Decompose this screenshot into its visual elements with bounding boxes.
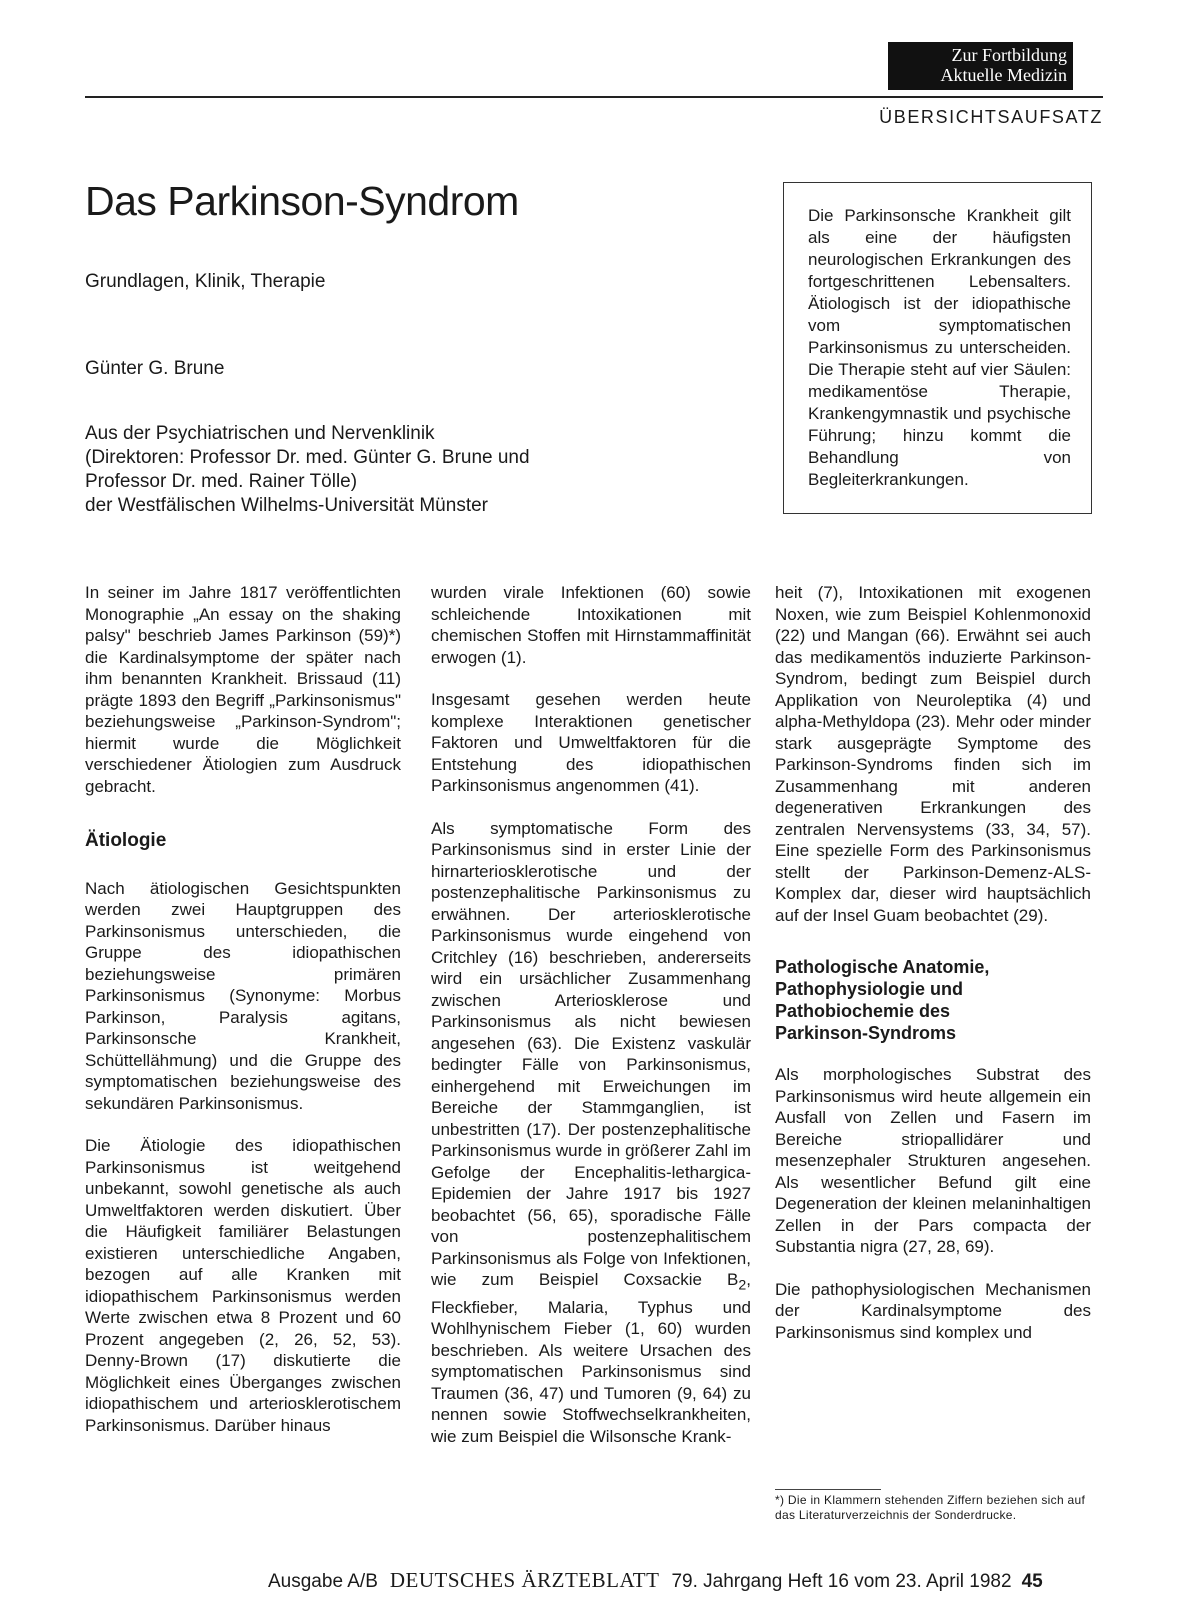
- footer-edition: Ausgabe A/B: [268, 1571, 378, 1592]
- text-column-1: [85, 582, 401, 1457]
- paragraph-part: Als symptomatische Form des Parkinsonismus sind in erster Linie der hirnarteriosklerotische und der postenzephalitische Parkinsonismus zu erwähnen. Der arteriosklerotische Parkinsonismus wurde eingehend von Critchley (16) beschrieben, andererseits wird ein ursächlicher Zusammenhang zwischen Arteriosklerose und Parkinsonismus als nicht bewiesen angesehen (63). Die Existenz vaskulär bedingter Fälle von Parkinsonismus, einhergehend mit Erweichungen im Bereiche der Stammganglien, ist unbestritten (17). Der postenzephalitische Parkinsonismus wurde in größerer Zahl im Gefolge der Encephalitis-lethargica-Epidemien der Jahre 1917 bis 1927 beobachtet (56, 65), sporadische Fälle von postenzephalitischem Parkinsonismus als Folge von Infektionen, wie zum Beispiel Coxsackie B: [431, 818, 751, 1289]
- paragraph: Die Ätiologie des idiopathischen Parkinsonismus ist weitgehend unbekannt, sowohl genetische als auch Umweltfaktoren werden diskutiert. Über die Häufigkeit familiärer Belastungen existieren unterschiedliche Angaben, bezogen auf alle Kranken mit idiopathischem Parkinsonismus werden Werte zwischen etwa 8 Prozent und 60 Prozent angegeben (2, 26, 52, 53). Denny-Brown (17) diskutierte die Möglichkeit eines Überganges zwischen idiopathischem und arteriosklerotischem Parkinsonismus. Darüber hinaus: [85, 1136, 401, 1435]
- section-heading: [775, 956, 1091, 1044]
- article-title: Das Parkinson-Syndrom: [85, 178, 519, 224]
- paragraph: Die pathophysiologischen Mechanismen der Kardinalsymptome des Parkinsonismus sind komplex und: [775, 1279, 1091, 1342]
- section-label: ÜBERSICHTSAUFSATZ: [879, 107, 1103, 127]
- affiliation-line: Professor Dr. med. Rainer Tölle): [85, 471, 358, 492]
- paragraph: wurden virale Infektionen (60) sowie schleichende Intoxikationen mit chemischen Stoffen mit Hirnstammaffinität erwogen (1).: [431, 583, 751, 667]
- heading-line: Pathobiochemie des: [775, 1001, 951, 1021]
- heading-line: Pathophysiologie und: [775, 979, 963, 999]
- paragraph: In seiner im Jahre 1817 veröffentlichten Monographie „An essay on the shaking palsy" beschrieb James Parkinson (59)*) die Kardinalsymptome der später nach ihm benannten Krankheit. Brissaud (11) prägte 1893 den Begriff „Parkinsonismus" beziehungsweise „Parkinson-Syndrom"; hiermit wurde die Möglichkeit verschiedener Ätiologien zum Ausdruck gebracht.: [85, 583, 401, 796]
- abstract-box: [783, 182, 1092, 514]
- section-badge: [888, 42, 1073, 90]
- footer-journal: DEUTSCHES ÄRZTEBLATT: [389, 1568, 660, 1592]
- paragraph: [431, 818, 751, 1448]
- paragraph: Nach ätiologischen Gesichtspunkten werden zwei Hauptgruppen des Parkinsonismus unterschieden, die Gruppe des idiopathischen beziehungsweise primären Parkinsonismus (Synonyme: Morbus Parkinson, Paralysis agitans, Parkinsonsche Krankheit, Schüttellähmung) und die Gruppe des symptomatischen beziehungsweise des sekundären Parkinsonismus.: [85, 878, 401, 1113]
- affiliation-line: der Westfälischen Wilhelms-Universität Münster: [85, 495, 488, 516]
- footnote: *) Die in Klammern stehenden Ziffern beziehen sich auf das Literaturverzeichnis der Sonderdrucke.: [775, 1493, 1086, 1522]
- footer-issue: 79. Jahrgang Heft 16 vom 23. April 1982: [671, 1571, 1012, 1592]
- affiliation-line: Aus der Psychiatrischen und Nervenklinik: [85, 423, 435, 444]
- affiliation-line: (Direktoren: Professor Dr. med. Günter G. Brune und: [85, 447, 530, 468]
- page-footer: [268, 1568, 1043, 1593]
- section-heading: Ätiologie: [85, 830, 167, 851]
- page-number: 45: [1021, 1571, 1043, 1592]
- badge-line-2: Aktuelle Medizin: [940, 65, 1067, 85]
- article-subtitle: Grundlagen, Klinik, Therapie: [85, 271, 326, 292]
- header-rule: [85, 96, 1103, 98]
- paragraph: heit (7), Intoxikationen mit exogenen Noxen, wie zum Beispiel Kohlenmonoxid (22) und Mangan (66). Erwähnt sei auch das medikamentös induzierte Parkinson-Syndrom, bedingt zum Beispiel durch Applikation von Neuroleptika (4) und alpha-Methyldopa (23). Mehr oder minder stark ausgeprägte Symptome des Parkinson-Syndroms finden sich im Zusammenhang mit anderen degenerativen Erkrankungen des zentralen Nervensystems (33, 34, 57). Eine spezielle Form des Parkinsonismus stellt der Parkinson-Demenz-ALS-Komplex dar, dieser wird hauptsächlich auf der Insel Guam beobachtet (29).: [775, 583, 1091, 925]
- article-author: Günter G. Brune: [85, 358, 225, 379]
- footnote-rule: [775, 1489, 881, 1490]
- paragraph-part: , Fleckfieber, Malaria, Typhus und Wohlhynischem Fieber (1, 60) wurden beschrieben. Als weitere Ursachen des symptomatischen Parkinsonismus sind Traumen (36, 47) und Tumoren (9, 64) zu nennen sowie Stoffwechselkrankheiten, wie zum Beispiel die Wilsonsche Krank-: [431, 1270, 751, 1446]
- text-column-3: [775, 582, 1091, 1364]
- paragraph: Als morphologisches Substrat des Parkinsonismus wird heute allgemein ein Ausfall von Zellen und Fasern im Bereiche striopallidärer und mesenzephaler Strukturen angesehen. Als wesentlicher Befund gilt eine Degeneration der kleinen melaninhaltigen Zellen in der Pars compacta der Substantia nigra (27, 28, 69).: [775, 1065, 1091, 1256]
- paragraph: Insgesamt gesehen werden heute komplexe Interaktionen genetischer Faktoren und Umweltfaktoren für die Entstehung des idiopathischen Parkinsonismus angenommen (41).: [431, 690, 751, 795]
- affiliation: [85, 422, 625, 518]
- heading-line: Parkinson-Syndroms: [775, 1023, 957, 1043]
- abstract-text: Die Parkinsonsche Krankheit gilt als eine der häufigsten neurologischen Erkrankungen des fortgeschrittenen Lebensalters. Ätiologisch ist der idiopathische vom symptomatischen Parkinsonismus zu unterscheiden. Die Therapie steht auf vier Säulen: medikamentöse Therapie, Krankengymnastik und psychische Führung; hinzu kommt die Behandlung von Begleiterkrankungen.: [808, 206, 1071, 489]
- subscript: 2: [738, 1277, 747, 1294]
- text-column-2: [431, 582, 751, 1468]
- badge-line-1: Zur Fortbildung: [951, 45, 1067, 65]
- heading-line: Pathologische Anatomie,: [775, 957, 990, 977]
